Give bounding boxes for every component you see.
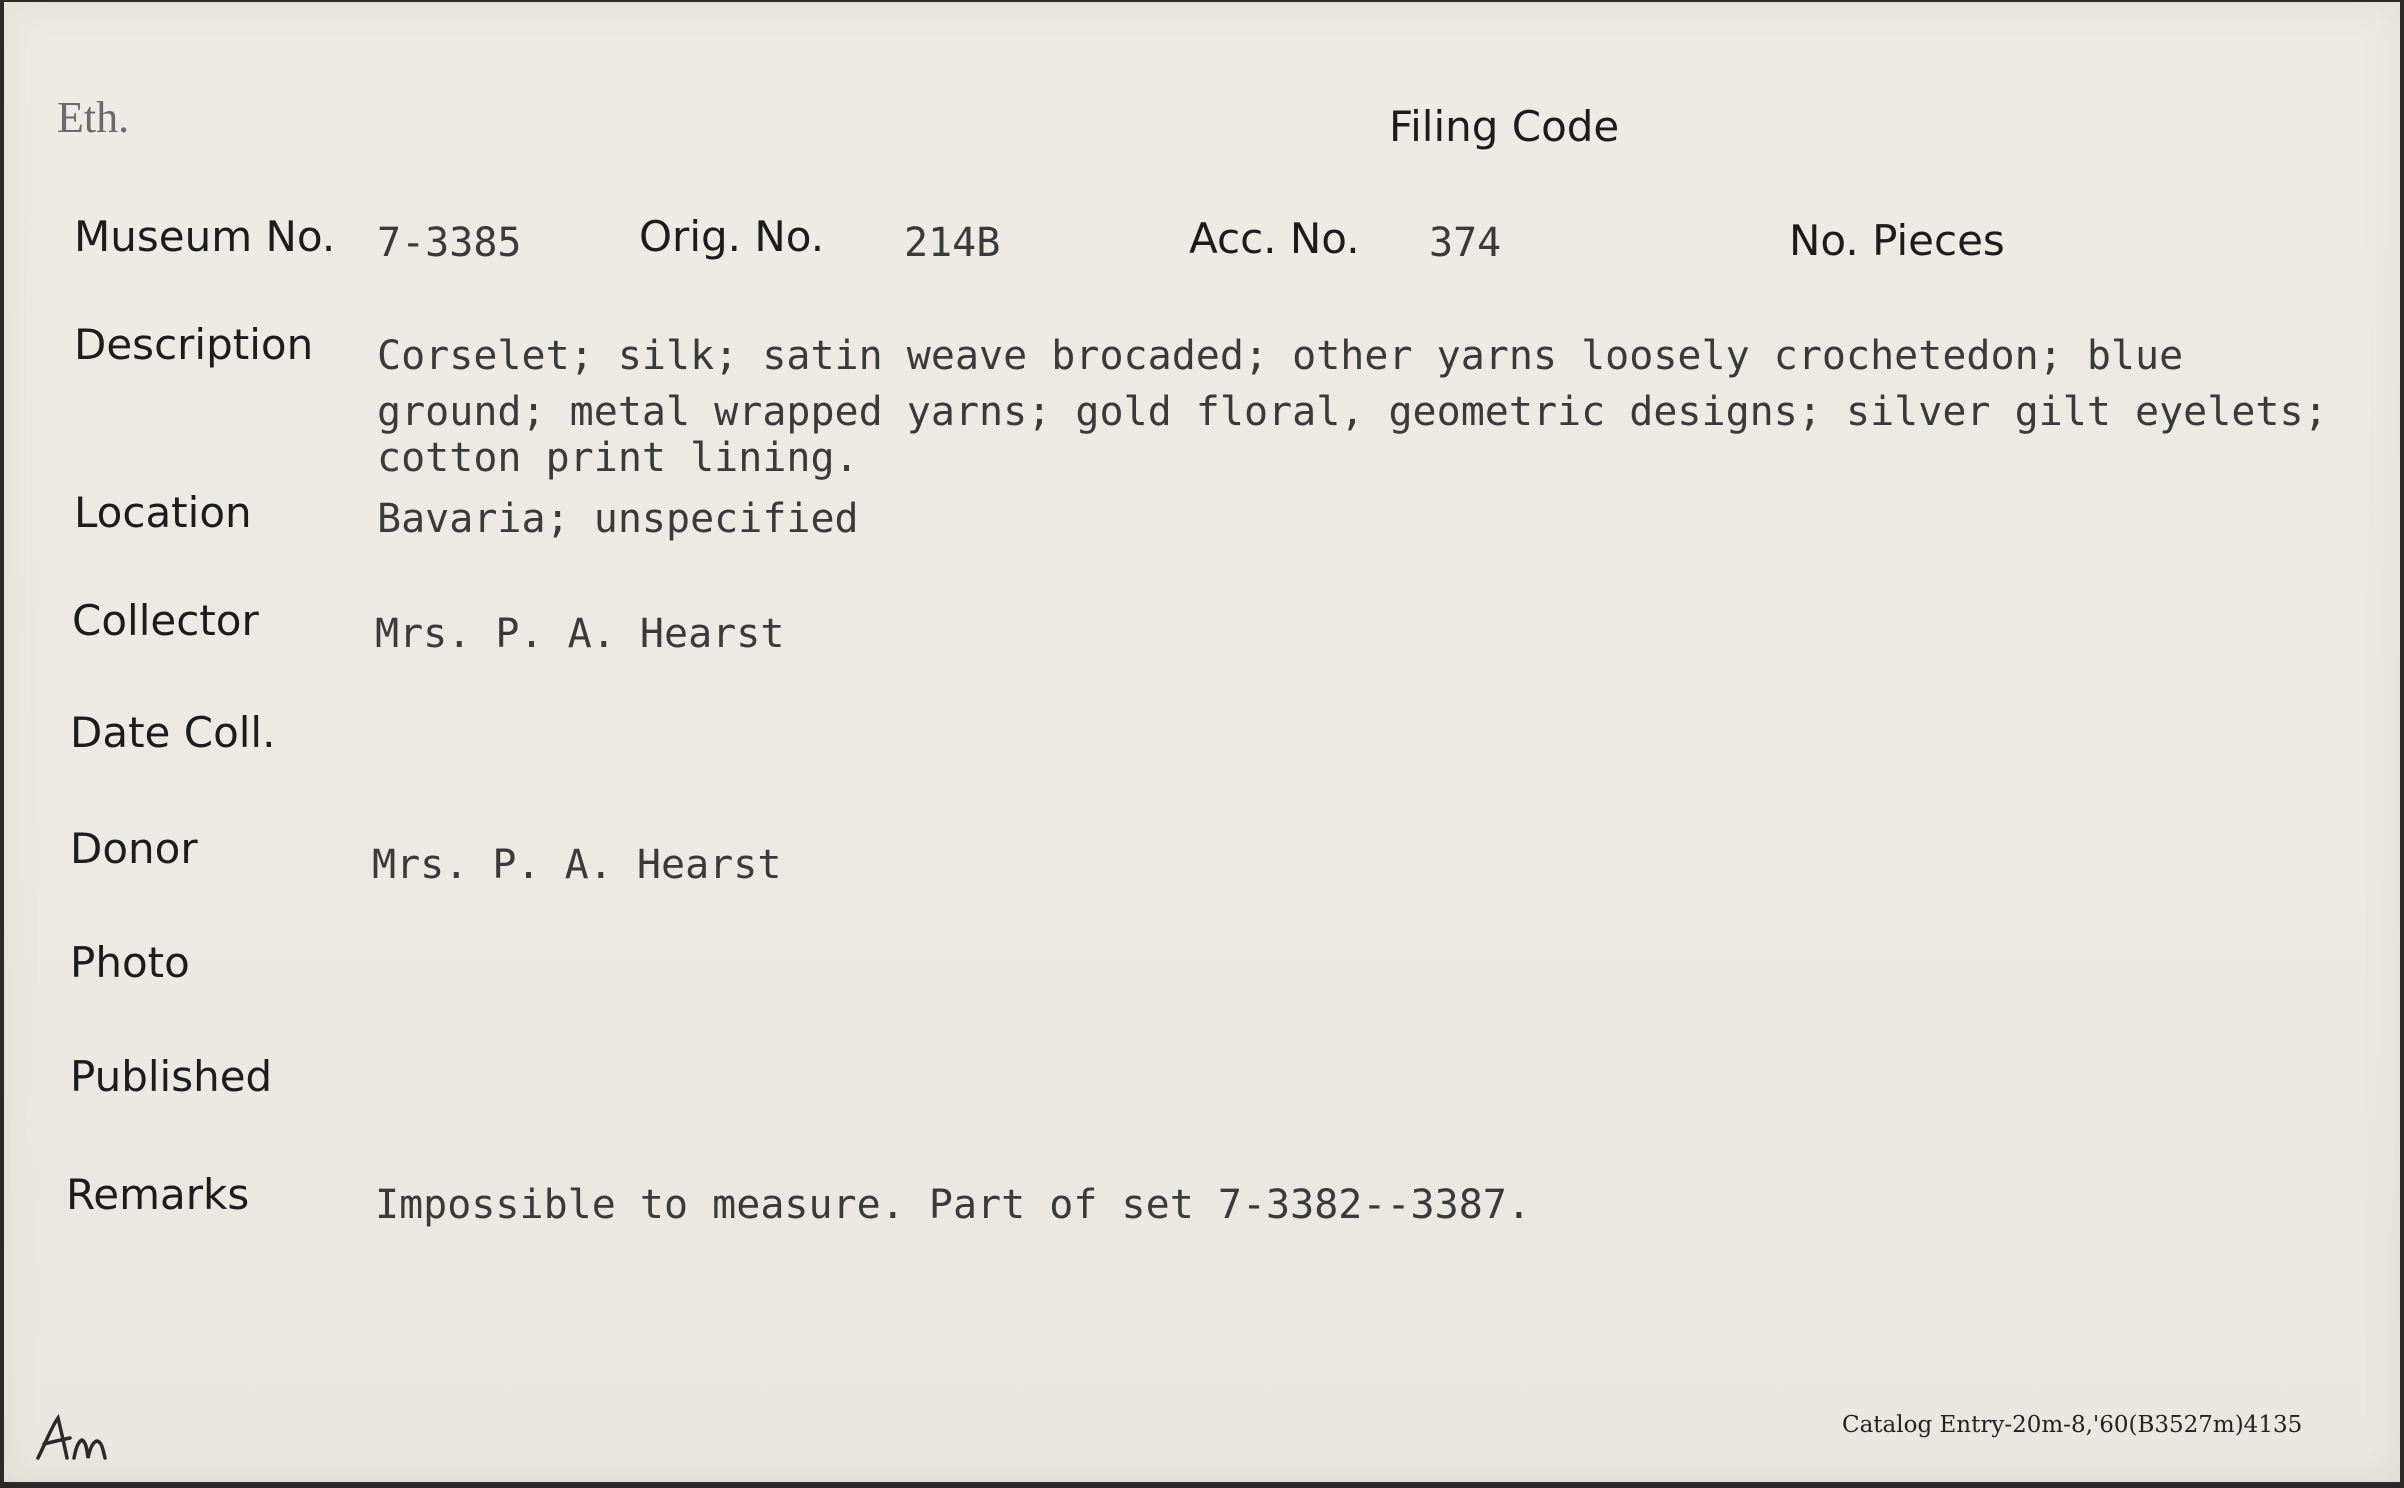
donor-value: Mrs. P. A. Hearst — [372, 842, 782, 888]
orig-no-value: 214B — [904, 220, 1001, 266]
description-line: Corselet; silk; satin weave brocaded; other yarns loosely crochetedon; blue — [377, 333, 2184, 379]
footer-print-code: Catalog Entry-20m-8,'60(B3527m)4135 — [1842, 1412, 2303, 1438]
museum-no-value: 7-3385 — [377, 220, 522, 266]
collector-label: Collector — [72, 596, 259, 645]
description-value — [377, 328, 2397, 486]
photo-label: Photo — [70, 938, 190, 987]
published-label: Published — [70, 1052, 273, 1101]
location-label: Location — [74, 488, 252, 537]
remarks-value: Impossible to measure. Part of set 7-3382--3387. — [375, 1182, 1531, 1228]
catalog-card — [4, 2, 2400, 1482]
description-line: ground; metal wrapped yarns; gold floral, geometric designs; silver gilt eyelets; — [377, 389, 2328, 435]
museum-no-label: Museum No. — [74, 212, 336, 261]
acc-no-label: Acc. No. — [1189, 214, 1360, 263]
orig-no-label: Orig. No. — [639, 212, 825, 261]
donor-label: Donor — [70, 824, 198, 873]
filing-code-label: Filing Code — [1389, 102, 1620, 151]
no-pieces-label: No. Pieces — [1789, 216, 2005, 265]
description-line: cotton print lining. — [377, 435, 859, 481]
acc-no-value: 374 — [1429, 220, 1502, 266]
date-coll-label: Date Coll. — [70, 708, 276, 757]
description-label: Description — [74, 320, 314, 369]
department-mark: Eth. — [57, 93, 130, 142]
collector-value: Mrs. P. A. Hearst — [375, 611, 785, 657]
remarks-label: Remarks — [66, 1170, 250, 1219]
location-value: Bavaria; unspecified — [377, 496, 859, 542]
handwritten-initials — [34, 1412, 119, 1467]
